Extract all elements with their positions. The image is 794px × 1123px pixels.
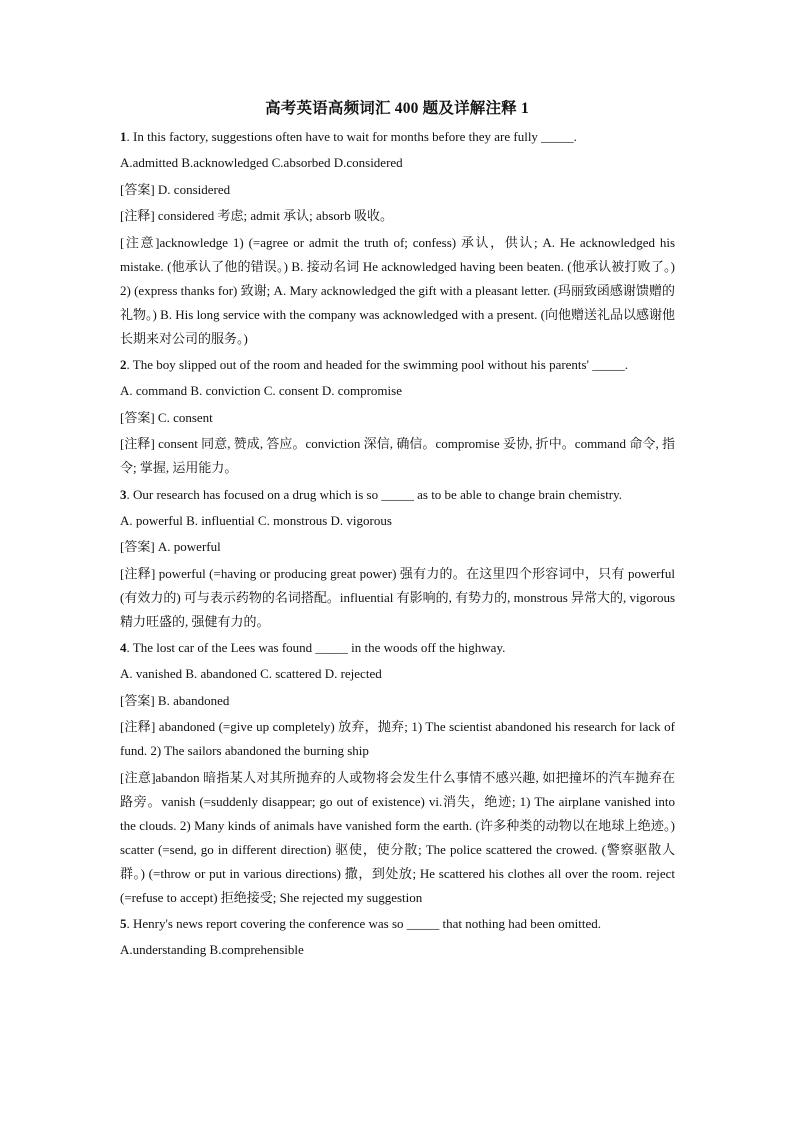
question-number: 1 xyxy=(120,129,127,144)
document-body xyxy=(120,125,675,965)
attention-paragraph: [注意]acknowledge 1) (=agree or admit the truth of; confess) 承认，供认; A. He acknowledged his mistake. (他承认了他的错误。) B. 接动名词 He acknowledged having been beaten. (他承认被打败了。) 2) (express thanks for) 致谢; A. Mary acknowledged the gift with a pleasant letter. (玛丽致函感谢馈赠的礼物。) B. His long service with the company was acknowledged with a present. (向他赠送礼品以感谢他长期来对公司的服务。) xyxy=(120,234,675,346)
question-options: A. vanished B. abandoned C. scattered D. rejected xyxy=(120,666,382,682)
question-stem xyxy=(120,353,675,377)
question-stem xyxy=(120,636,675,660)
attention-paragraph: [注意]abandon 暗指某人对其所抛弃的人或物将会发生什么事情不感兴趣, 如把撞坏的汽车抛弃在路旁。vanish (=suddenly disappear; go out of existence) vi.消失，绝迹; 1) The airplane vanished into the clouds. 2) Many kinds of animals have vanished form the earth. (许多种类的动物以在地球上绝迹。) scatter (=send, go in different direction) 驱使，使分散; The police scattered the crowed. (警察驱散人群。) (=throw or put in various directions) 撒，到处放; He scattered his clothes all over the room. reject (=refuse to accept) 拒绝接受; She rejected my suggestion xyxy=(120,769,675,905)
answer-line: [答案] A. powerful xyxy=(120,539,221,555)
question-text: . In this factory, suggestions often have to wait for months before they are fully _____. xyxy=(126,129,577,144)
question-options: A.understanding B.comprehensible xyxy=(120,942,304,958)
question-options: A. powerful B. influential C. monstrous D. vigorous xyxy=(120,512,392,528)
note-paragraph: [注释] abandoned (=give up completely) 放弃，抛弃; 1) The scientist abandoned his research for lack of fund. 2) The sailors abandoned the burning ship xyxy=(120,719,675,759)
note-line: [注释] considered 考虑; admit 承认; absorb 吸收。 xyxy=(120,208,393,224)
note-paragraph: [注释] powerful (=having or producing great power) 强有力的。在这里四个形容词中，只有 powerful (有效力的) 可与表示药物的名词搭配。influential 有影响的, 有势力的, monstrous 异常大的, vigorous 精力旺盛的, 强健有力的。 xyxy=(120,565,676,629)
answer-line: [答案] B. abandoned xyxy=(120,692,230,708)
answer-line: [答案] D. considered xyxy=(120,181,231,197)
question-number: 2 xyxy=(120,356,127,372)
question-number: 4 xyxy=(120,640,127,656)
question-stem xyxy=(120,912,675,936)
question-text: . Our research has focused on a drug which is so _____ as to be able to change brain chemistry. xyxy=(126,486,623,502)
question-text: . The boy slipped out of the room and headed for the swimming pool without his parents' _____. xyxy=(126,356,628,372)
question-stem xyxy=(120,125,675,149)
question-options: A. command B. conviction C. consent D. compromise xyxy=(120,383,402,399)
question-text: . Henry's news report covering the conference was so _____ that nothing had been omitted. xyxy=(126,916,602,932)
note-paragraph: [注释] consent 同意, 赞成, 答应。conviction 深信, 确信。compromise 妥协, 折中。command 命令, 指令; 掌握, 运用能力。 xyxy=(120,436,675,476)
answer-line: [答案] C. consent xyxy=(120,409,213,425)
question-stem xyxy=(120,483,675,507)
question-text: . The lost car of the Lees was found _____ in the woods off the highway. xyxy=(126,640,506,656)
question-options: A.admitted B.acknowledged C.absorbed D.considered xyxy=(120,155,403,171)
question-number: 5 xyxy=(120,916,127,932)
document-title: 高考英语高频词汇 400 题及详解注释 1 xyxy=(265,100,529,117)
question-number: 3 xyxy=(120,486,127,502)
